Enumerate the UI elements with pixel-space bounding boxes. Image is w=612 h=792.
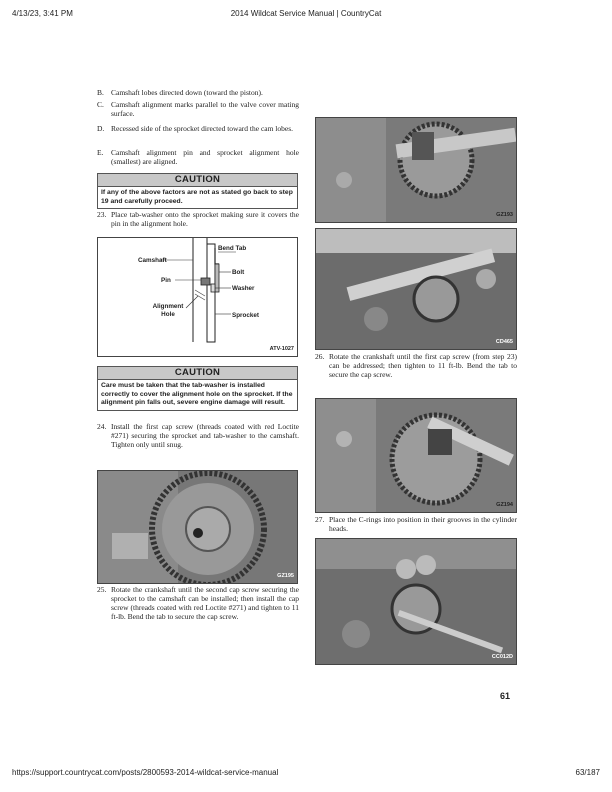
figure-caption: CD465 xyxy=(495,339,513,345)
right-column xyxy=(315,117,517,667)
photo-cc012d xyxy=(315,538,517,665)
photo-gz195-image xyxy=(98,471,297,583)
step-23: 23. Place tab-washer onto the sprocket making sure it covers the pin in the alignment hole. xyxy=(97,210,299,228)
page-number: 61 xyxy=(500,691,511,701)
photo-cd465-image xyxy=(316,229,516,349)
list-item: E. Camshaft alignment pin and sprocket alignment hole (smallest) are aligned. xyxy=(97,148,299,166)
label-bolt: Bolt xyxy=(232,269,245,276)
caution-text: Care must be taken that the tab-washer is installed correctly to cover the alignment hole on the sprocket. If the alignment pin falls out, severe engine damage will result. xyxy=(101,382,293,407)
label-sprocket: Sprocket xyxy=(232,312,259,319)
label-bend-tab: Bend Tab xyxy=(218,245,247,252)
figure-caption: CC012D xyxy=(491,654,513,660)
figure-caption: GZ193 xyxy=(496,212,513,218)
left-column xyxy=(97,88,299,648)
print-datetime: 4/13/23, 3:41 PM xyxy=(12,9,73,18)
caution-box xyxy=(97,366,298,411)
caution-box xyxy=(97,173,298,209)
photo-cc012d-image xyxy=(316,539,516,664)
photo-gz193 xyxy=(315,117,517,223)
list-item: B. Camshaft lobes directed down (toward the piston). xyxy=(97,88,263,97)
label-camshaft: Camshaft xyxy=(138,257,167,264)
photo-gz194-image xyxy=(316,399,516,512)
caution-title: CAUTION xyxy=(98,367,297,380)
photo-cd465 xyxy=(315,228,517,350)
caution-text: If any of the above factors are not as stated go back to step 19 and carefully proceed. xyxy=(101,189,293,205)
photo-gz193-image xyxy=(316,118,516,222)
list-item: C. Camshaft alignment marks parallel to the valve cover mating surface. xyxy=(97,100,299,118)
step-27: 27. Place the C-rings into position in their grooves in the cylinder heads. xyxy=(315,515,517,533)
label-alignment-hole: Alignment Hole xyxy=(152,303,184,318)
list-item: D. Recessed side of the sprocket directed toward the cam lobes. xyxy=(97,124,294,133)
page-url: https://support.countrycat.com/posts/2800593-2014-wildcat-service-manual xyxy=(12,768,279,777)
tab-washer-diagram xyxy=(97,237,298,357)
label-washer: Washer xyxy=(232,285,255,292)
document-title: 2014 Wildcat Service Manual | CountryCat xyxy=(230,9,382,18)
caution-title: CAUTION xyxy=(98,174,297,187)
label-pin: Pin xyxy=(161,277,171,284)
step-25: 25. Rotate the crankshaft until the second cap screw securing the sprocket to the camshaft can be installed; then install the cap screw (threads coated with red Loctite #271) and tighten to 11 ft-lb. Bend the tab to secure the cap screw. xyxy=(97,585,299,621)
diagram-drawing xyxy=(98,238,297,356)
page-count: 63/187 xyxy=(575,768,600,777)
step-26: 26. Rotate the crankshaft until the first cap screw (from step 23) can be addressed; then tighten to 11 ft-lb. Bend the tab to secure the cap screw. xyxy=(315,352,517,379)
figure-caption: ATV-1027 xyxy=(269,346,294,352)
figure-caption: GZ194 xyxy=(496,502,513,508)
photo-gz194 xyxy=(315,398,517,513)
step-24: 24. Install the first cap screw (threads coated with red Loctite #271) securing the sprocket and tab-washer to the camshaft. Tighten only until snug. xyxy=(97,422,299,449)
figure-caption: GZ195 xyxy=(277,573,294,579)
photo-gz195 xyxy=(97,470,298,584)
